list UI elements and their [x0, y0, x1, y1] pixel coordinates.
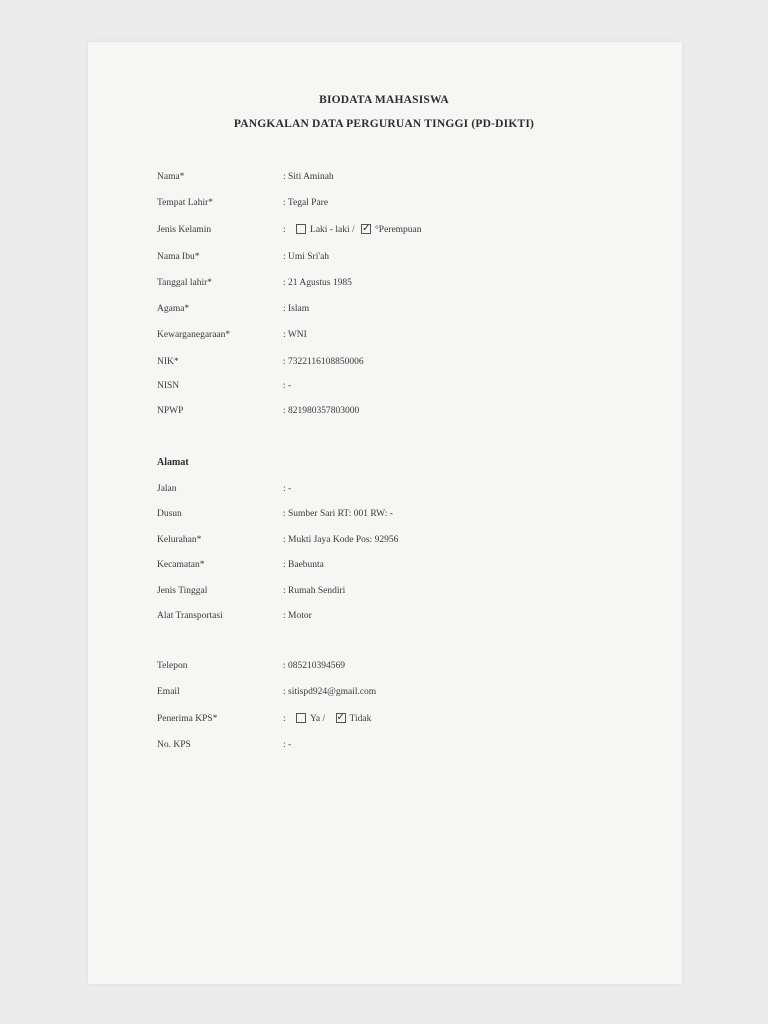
field-label: Dusun: [157, 509, 182, 519]
field-value: : Siti Aminah: [283, 172, 334, 182]
field-label: NPWP: [157, 406, 184, 416]
field-label: Jenis Tinggal: [157, 586, 208, 596]
field-label: Kelurahan*: [157, 535, 202, 545]
field-value: : Islam: [283, 304, 310, 314]
field-label: Jalan: [157, 484, 177, 494]
checkbox-tidak[interactable]: [336, 713, 346, 723]
section-heading-alamat: Alamat: [157, 457, 189, 468]
field-label: No. KPS: [157, 740, 191, 750]
option-laki-laki: Laki - laki /: [310, 225, 355, 235]
field-label: Email: [157, 687, 180, 697]
field-value: : -: [283, 381, 292, 391]
field-label: NISN: [157, 381, 180, 391]
field-value: : sitispd924@gmail.com: [283, 687, 377, 697]
document-subtitle: PANGKALAN DATA PERGURUAN TINGGI (PD-DIKTI): [233, 118, 535, 130]
checkbox-perempuan[interactable]: [361, 224, 371, 234]
option-tidak: Tidak: [349, 714, 372, 724]
field-value: : Motor: [283, 611, 312, 621]
field-label: Alat Transportasi: [157, 611, 223, 621]
field-label: NIK*: [157, 357, 179, 367]
field-value: : WNI: [283, 330, 307, 340]
field-label: Telepon: [157, 661, 188, 671]
option-ya: Ya /: [310, 714, 326, 724]
field-value: : Rumah Sendiri: [283, 586, 346, 596]
field-value: : 821980357803000: [283, 406, 360, 416]
field-value: : -: [283, 740, 292, 750]
field-colon: :: [283, 225, 286, 235]
field-value: : Mukti Jaya Kode Pos: 92956: [283, 535, 399, 545]
field-label: Jenis Kelamin: [157, 225, 212, 235]
field-label: Penerima KPS*: [157, 714, 218, 724]
field-options: [283, 223, 422, 237]
field-value: : 21 Agustus 1985: [283, 278, 352, 288]
field-value: : 7322116108850006: [283, 357, 364, 367]
field-value: : Umi Sri'ah: [283, 252, 330, 262]
field-options: [283, 712, 371, 726]
document-title: BIODATA MAHASISWA: [319, 94, 449, 106]
checkbox-laki-laki[interactable]: [296, 224, 306, 234]
option-perempuan: °Perempuan: [374, 225, 422, 235]
field-label: Nama Ibu*: [157, 252, 200, 262]
field-colon: :: [283, 714, 286, 724]
field-value: : Tegal Pare: [283, 198, 329, 208]
field-label: Kewarganegaraan*: [157, 330, 231, 340]
field-label: Kecamatan*: [157, 560, 205, 570]
field-value: : Baebunta: [283, 560, 324, 570]
field-label: Tempat Lahir*: [157, 198, 214, 208]
field-label: Nama*: [157, 172, 185, 182]
field-value: : 085210394569: [283, 661, 346, 671]
field-value: : Sumber Sari RT: 001 RW: -: [283, 509, 393, 519]
field-value: : -: [283, 484, 292, 494]
checkbox-ya[interactable]: [296, 713, 306, 723]
field-label: Tanggal lahir*: [157, 278, 212, 288]
field-label: Agama*: [157, 304, 190, 314]
